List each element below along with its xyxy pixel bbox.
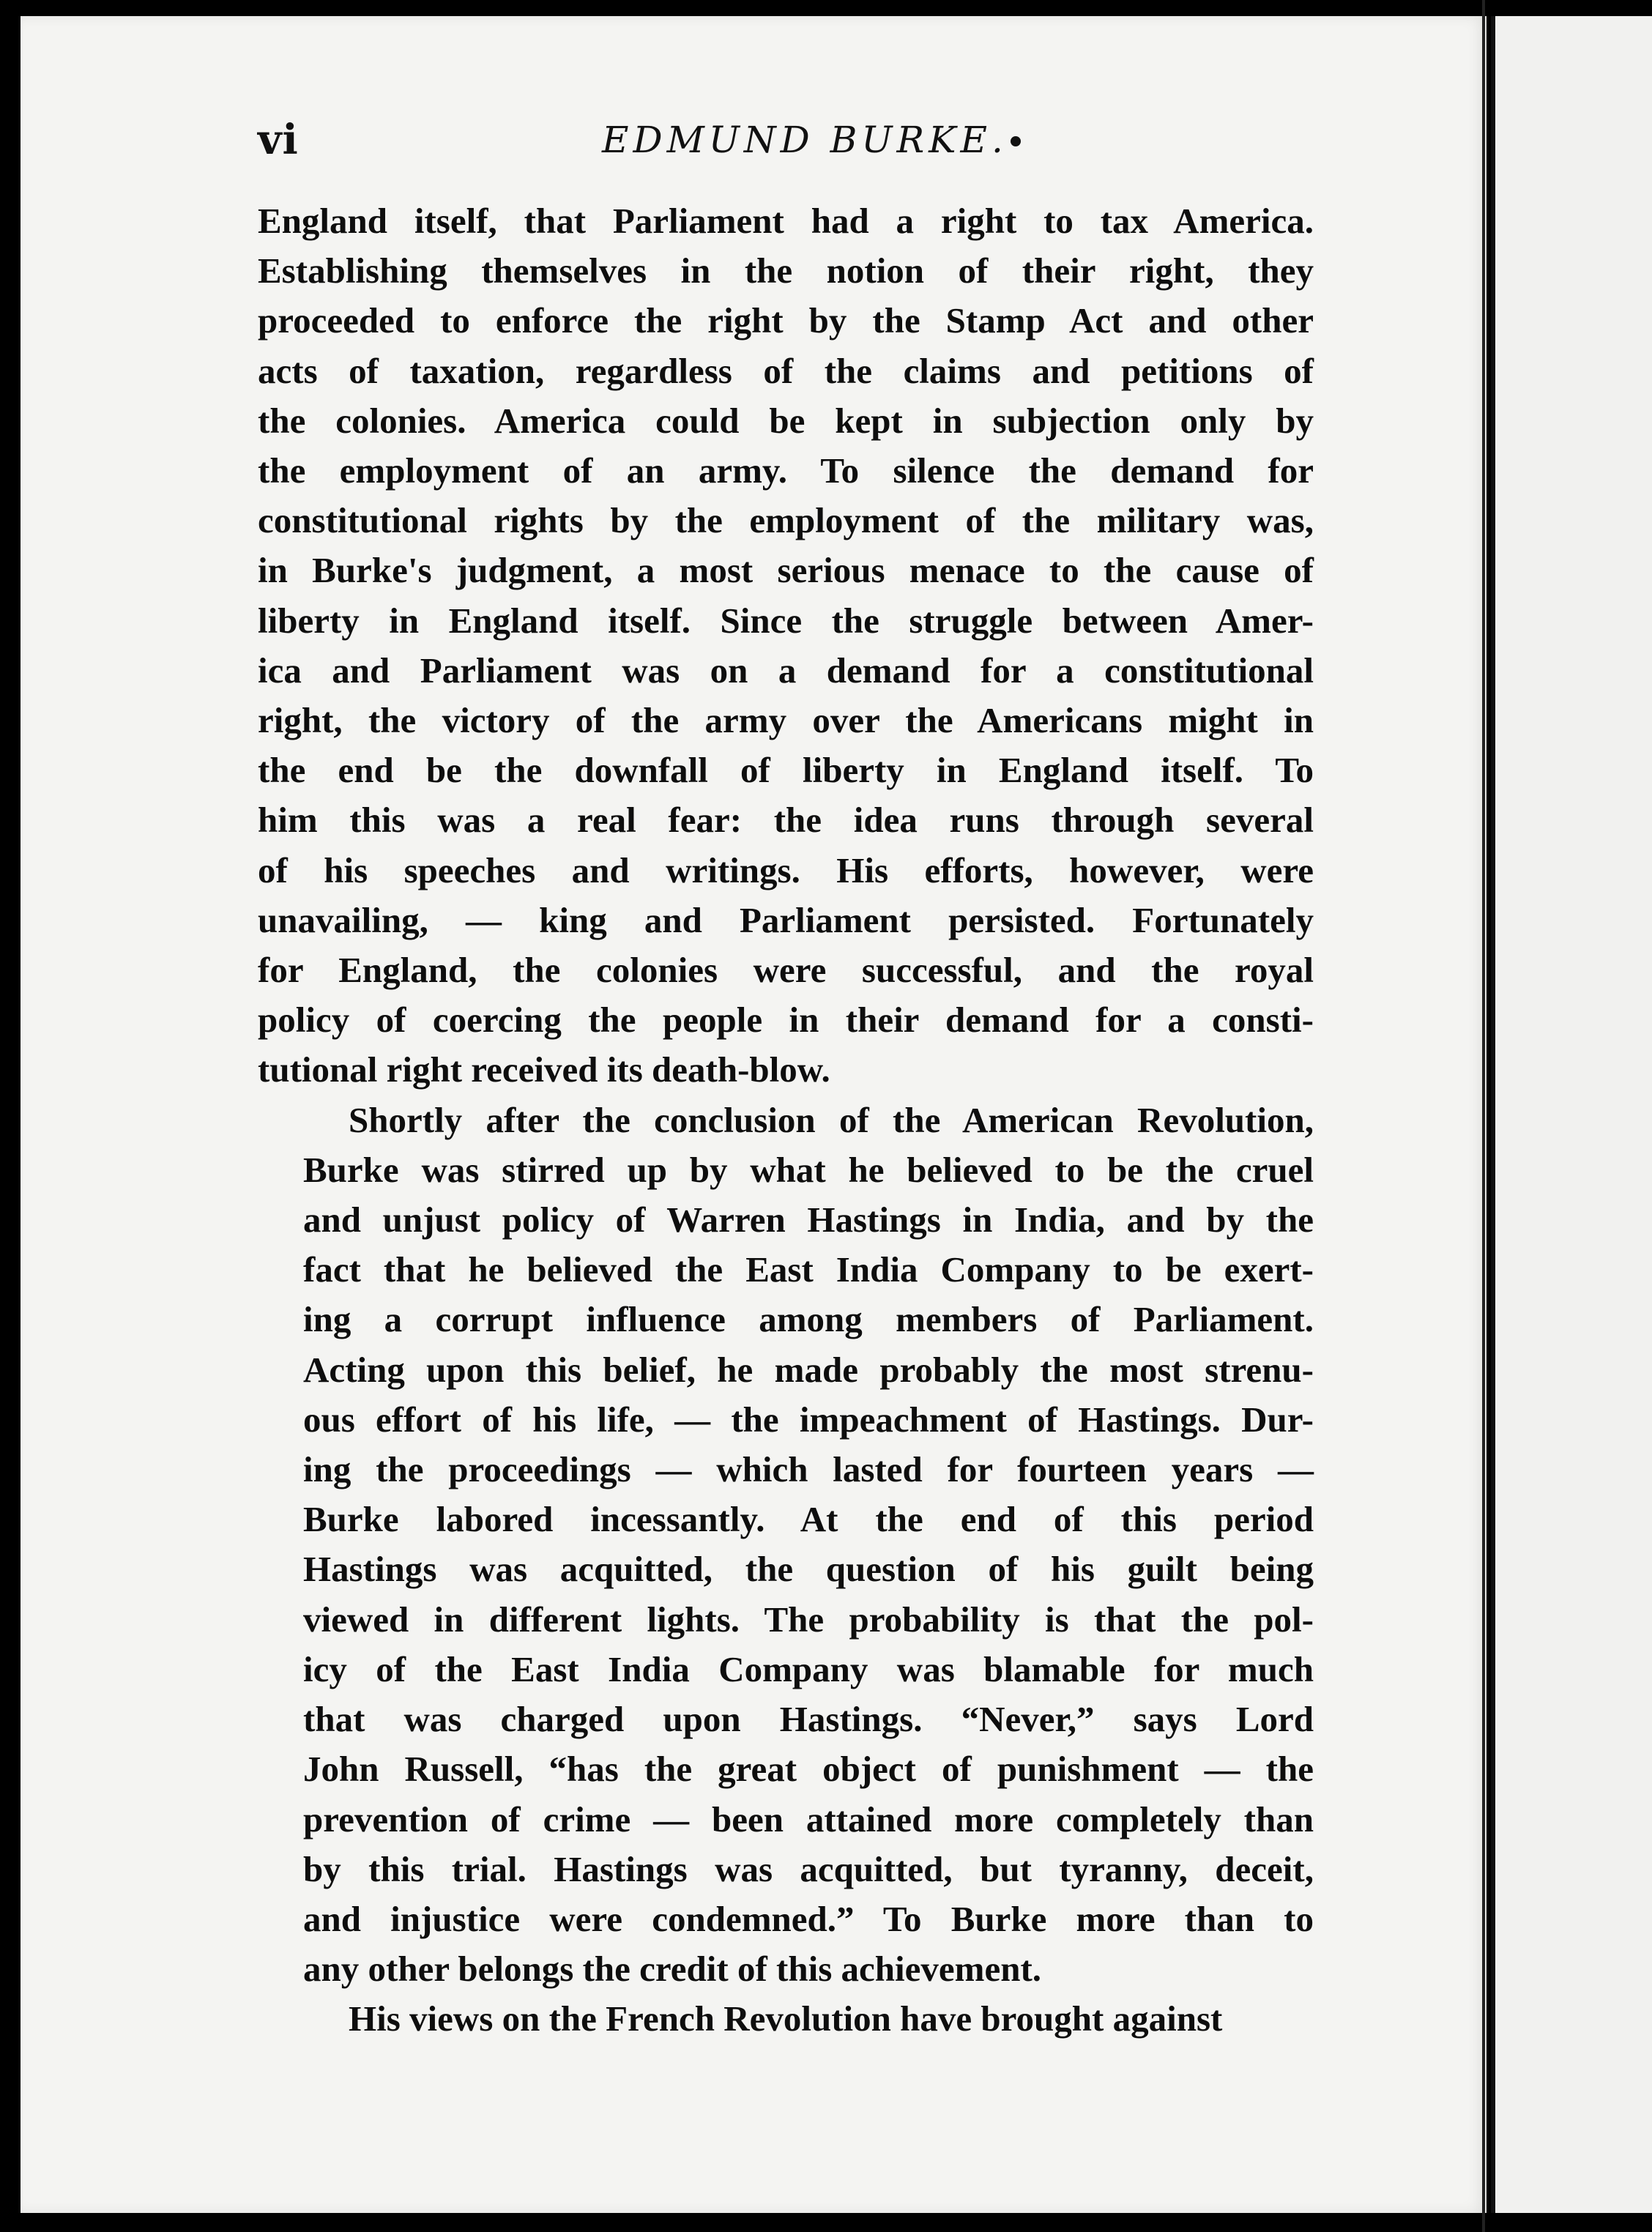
text-line: England itself, that Parliament had a right to tax America. — [258, 201, 1314, 241]
text-line: unavailing, — king and Parliament persisted. Fortunately — [258, 899, 1314, 940]
text-line: Burke was stirred up by what he believed to be the cruel — [303, 1149, 1314, 1190]
text-line: ing a corrupt influence among members of Parliament. — [303, 1299, 1314, 1340]
text-line: ing the proceedings — which lasted for fourteen years — — [303, 1449, 1314, 1490]
text-line: fact that he believed the East India Company to be exert- — [303, 1249, 1314, 1290]
text-line: Shortly after the conclusion of the American Revolution, — [349, 1099, 1314, 1140]
text-line: Burke labored incessantly. At the end of this period — [303, 1499, 1314, 1540]
text-line: Establishing themselves in the notion of their right, they — [258, 250, 1314, 291]
text-line: acts of taxation, regardless of the claims and petitions of — [258, 350, 1314, 391]
text-line: right, the victory of the army over the Americans might in — [258, 700, 1314, 741]
text-line: icy of the East India Company was blamable for much — [303, 1648, 1314, 1689]
text-line: and unjust policy of Warren Hastings in India, and by the — [303, 1199, 1314, 1240]
text-line: policy of coercing the people in their demand for a consti- — [258, 1000, 1314, 1041]
text-line: of his speeches and writings. His efforts, however, were — [258, 849, 1314, 890]
text-line: ica and Parliament was on a demand for a constitutional — [258, 650, 1314, 691]
running-title: EDMUND BURKE. — [602, 119, 1008, 161]
text-line: and injustice were condemned.” To Burke more than to — [303, 1898, 1314, 1939]
text-line: ous effort of his life, — the impeachment of Hastings. Dur- — [303, 1399, 1314, 1440]
text-line: the end be the downfall of liberty in England itself. To — [258, 750, 1314, 791]
text-line: by this trial. Hastings was acquitted, but tyranny, deceit, — [303, 1848, 1314, 1889]
running-head — [258, 116, 1320, 174]
text-line: Hastings was acquitted, the question of his guilt being — [303, 1549, 1314, 1590]
text-line: that was charged upon Hastings. “Never,” says Lord — [303, 1699, 1314, 1740]
text-line: prevention of crime — been attained more completely than — [303, 1798, 1314, 1839]
text-line: the colonies. America could be kept in subjection only by — [258, 400, 1314, 441]
text-line: for England, the colonies were successful, and the royal — [258, 950, 1314, 991]
text-line: any other belongs the credit of this achievement. — [303, 1949, 1042, 1990]
facing-page-edge — [1491, 16, 1652, 2213]
text-line: in Burke's judgment, a most serious menace to the cause of — [258, 550, 1314, 591]
text-line: tutional right received its death-blow. — [258, 1049, 830, 1090]
paragraph — [258, 196, 1314, 1095]
text-line: him this was a real fear: the idea runs through several — [258, 800, 1314, 841]
gutter-shadow — [1482, 0, 1485, 2232]
paragraph — [258, 1095, 1314, 1995]
text-line: constitutional rights by the employment of the military was, — [258, 500, 1314, 541]
text-line: Acting upon this belief, he made probably the most strenu- — [303, 1349, 1314, 1390]
text-line: proceeded to enforce the right by the Stamp Act and other — [258, 300, 1314, 341]
ornament-dot — [1011, 136, 1021, 146]
text-line: the employment of an army. To silence the demand for — [258, 450, 1314, 491]
text-line: His views on the French Revolution have brought against — [349, 1998, 1223, 2039]
body-text — [258, 196, 1314, 2045]
text-line: viewed in different lights. The probability is that the pol- — [303, 1599, 1314, 1640]
text-line: liberty in England itself. Since the struggle between Amer- — [258, 600, 1314, 641]
page-number: vi — [258, 116, 299, 164]
paragraph — [258, 1994, 1314, 2044]
text-line: John Russell, “has the great object of punishment — the — [303, 1749, 1314, 1790]
